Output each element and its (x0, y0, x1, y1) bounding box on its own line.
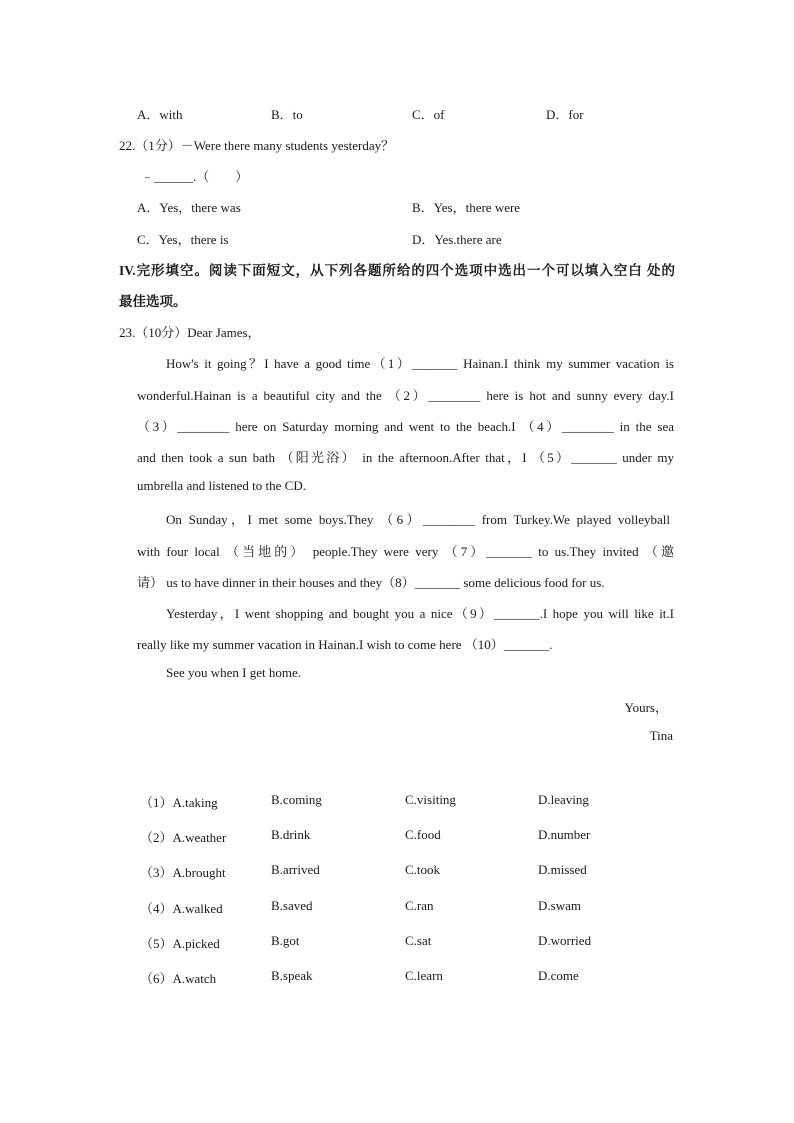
choice-3-a: （3）A.brought (140, 865, 226, 880)
q22-option-d: D．Yes.there are (412, 232, 502, 247)
passage-line-5: umbrella and listened to the CD. (137, 478, 306, 493)
choice-4-a: （4）A.walked (140, 901, 223, 916)
q21-option-c: C．of (412, 107, 445, 122)
q23-stem: 23.（10分）Dear James， (119, 325, 261, 340)
choice-1-b: B.coming (271, 792, 322, 807)
choice-1-c: C.visiting (405, 792, 456, 807)
choice-6-b: B.speak (271, 968, 313, 983)
passage-line-11: See you when I get home. (166, 665, 302, 680)
section-heading-line1: IV.完形填空。阅读下面短文，从下列各题所给的四个选项中选出一个可以填入空白 处的 (119, 263, 675, 278)
choice-3-b: B.arrived (271, 862, 320, 877)
choice-6-a: （6）A.watch (140, 971, 217, 986)
choice-2-b: B.drink (271, 827, 311, 842)
q22-stem: 22.（1分）－Were there many students yesterday？ (119, 138, 395, 153)
passage-line-2: wonderful.Hainan is a beautiful city and the （2）________ here is hot and sunny every day.I (137, 388, 674, 403)
letter-closing: Yours， (624, 700, 668, 715)
section-heading-line2: 最佳选项。 (119, 294, 187, 309)
q22-option-a: A．Yes，there was (137, 200, 241, 215)
choice-2-a: （2）A.weather (140, 830, 227, 845)
choice-3-d: D.missed (538, 862, 587, 877)
choice-6-d: D.come (538, 968, 579, 983)
q22-option-c: C．Yes，there is (137, 232, 229, 247)
choice-5-b: B.got (271, 933, 300, 948)
choice-3-c: C.took (405, 862, 441, 877)
passage-line-1: How's it going？I have a good time（1）_______ Hainan.I think my summer vacation is (166, 356, 674, 371)
q22-answer-blank: ﹣______.（ ） (141, 169, 249, 184)
choice-5-a: （5）A.picked (140, 936, 220, 951)
choice-1-a: （1）A.taking (140, 795, 218, 810)
passage-line-9: Yesterday，I went shopping and bought you a nice（9）_______.I hope you will like it.I (166, 606, 674, 621)
choice-2-c: C.food (405, 827, 441, 842)
choice-4-d: D.swam (538, 898, 581, 913)
choice-4-b: B.saved (271, 898, 313, 913)
choice-2-d: D.number (538, 827, 591, 842)
passage-line-4: and then took a sun bath （阳光浴） in the afternoon.After that，I （5）_______ under my (137, 450, 674, 465)
passage-line-8: 请） us to have dinner in their houses and they（8）_______ some delicious food for us. (137, 575, 605, 590)
choice-5-d: D.worried (538, 933, 592, 948)
q21-option-b: B．to (271, 107, 303, 122)
choice-4-c: C.ran (405, 898, 434, 913)
q21-option-d: D．for (546, 107, 584, 122)
choice-5-c: C.sat (405, 933, 432, 948)
choice-6-c: C.learn (405, 968, 443, 983)
letter-signature: Tina (649, 728, 673, 743)
passage-line-3: （3）________ here on Saturday morning and went to the beach.I （4）________ in the sea (137, 419, 674, 434)
q21-option-a: A．with (137, 107, 183, 122)
choice-1-d: D.leaving (538, 792, 589, 807)
passage-line-6: On Sunday，I met some boys.They （6）________ from Turkey.We played volleyball (166, 512, 670, 527)
passage-line-7: with four local （当地的） people.They were very （7）_______ to us.They invited （邀 (137, 544, 674, 559)
passage-line-10: really like my summer vacation in Hainan.I wish to come here （10）_______. (137, 637, 553, 652)
q22-option-b: B．Yes，there were (412, 200, 521, 215)
